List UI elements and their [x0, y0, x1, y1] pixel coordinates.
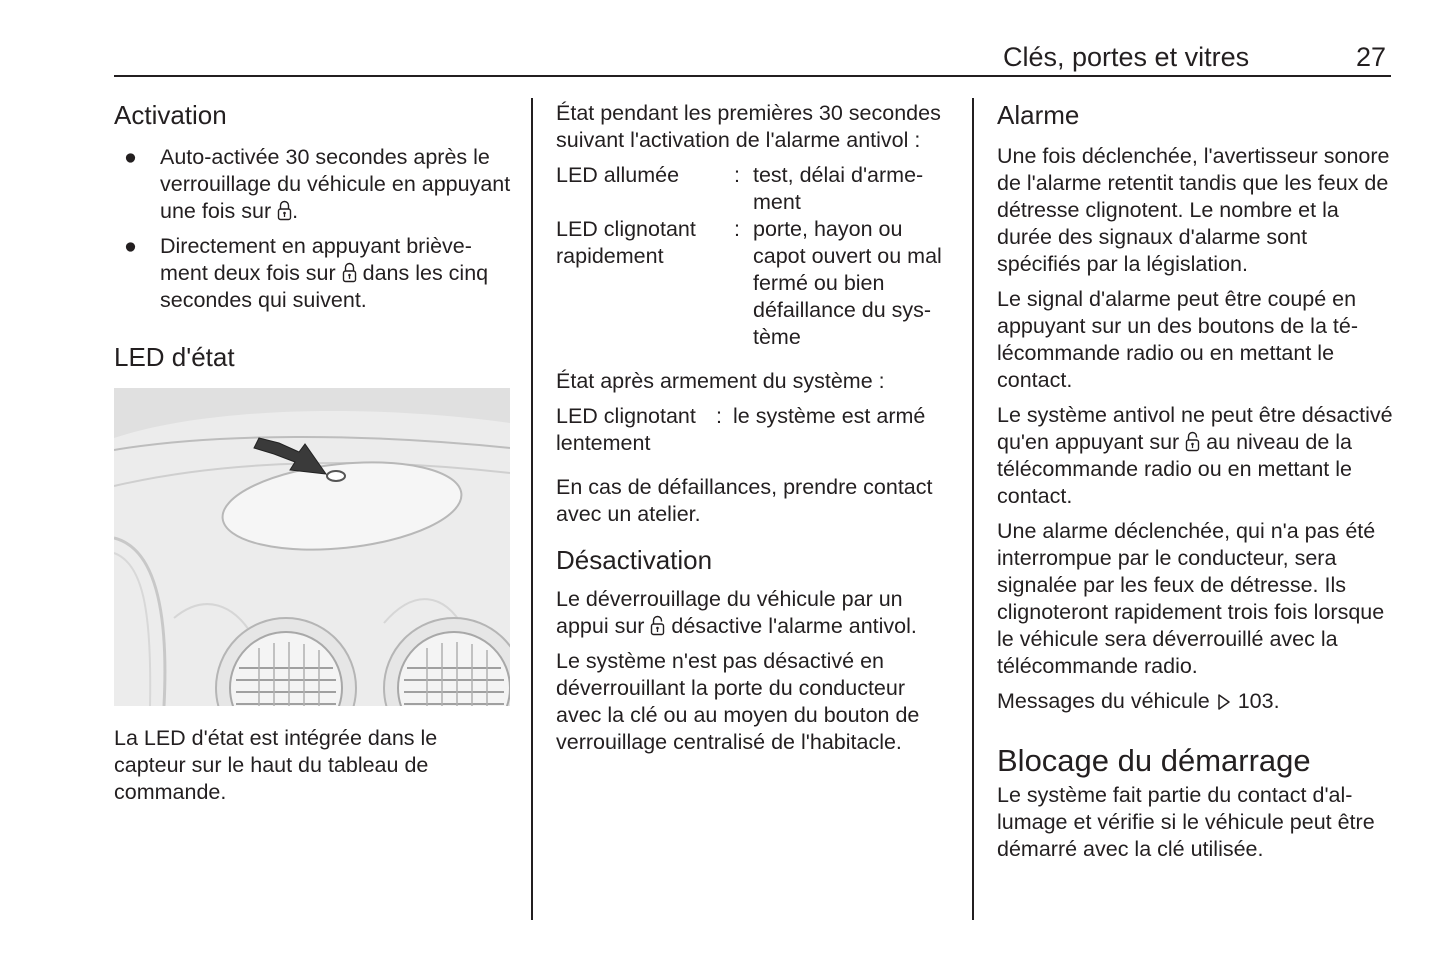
blocage-heading: Blocage du démarrage [997, 743, 1311, 778]
deactivation-heading: Désactivation [556, 545, 713, 575]
led-heading: LED d'état [114, 342, 235, 372]
column-divider-2 [972, 98, 974, 920]
deactivation-paragraph: Le déverrouillage du véhicule par un appui sur désactive l'alarme antivol. [556, 587, 917, 638]
page-number: 27 [1356, 42, 1387, 72]
blocage-paragraph: Le système fait partie du contact d'allumage et vérifie si le véhicule peut être démarré avec la clé utilisée. [997, 783, 1375, 861]
activation-heading: Activation [114, 100, 227, 130]
lock-icon [277, 200, 292, 221]
alarm-paragraph: Le système antivol ne peut être désactivé qu'en appuyant sur au niveau de la télécommande radio ou en mettant le contact. [997, 403, 1393, 508]
column-divider-1 [531, 98, 533, 920]
unlock-icon [1185, 431, 1200, 452]
led-caption: La LED d'état est intégrée dans le capteur sur le haut du tableau de commande. [114, 726, 438, 804]
header-divider [114, 75, 1391, 77]
alarm-paragraph: Une fois déclenchée, l'avertisseur sonore de l'alarme retentit tandis que les feux de détresse clignotent. Le nombre et la durée des signaux d'alarme sont spécifiés par la législation. [997, 144, 1390, 276]
bullet-item: ● Auto-activée 30 secondes après le verrouillage du véhicule en appuyant une fois sur . [124, 145, 511, 223]
state-intro: État pendant les premières 30 secondes suivant l'activation de l'alarme antivol : [556, 101, 941, 152]
table-row: LED clignotant rapidement : porte, hayon ou capot ouvert ou mal fermé ou bien défaillance du système [556, 217, 942, 349]
column-1 [114, 99, 512, 806]
after-arming-label: État après armement du système : [556, 369, 885, 393]
alarm-paragraph: Une alarme déclenchée, qui n'a pas été interrompue par le conducteur, sera signalée par les feux de détresse. Ils clignoteront rapidement trois fois lorsque le véhicule sera déverrouillé avec la télécommande radio. [997, 519, 1385, 678]
alarm-paragraph: Le signal d'alarme peut être coupé en appuyant sur un des boutons de la télécommande radio ou en mettant le contact. [997, 287, 1358, 392]
bullet-dot: ● [124, 234, 137, 258]
column-2 [556, 100, 952, 756]
vehicle-messages-reference: Messages du véhicule 103. [997, 689, 1280, 713]
alarm-heading: Alarme [997, 100, 1080, 130]
dashboard-illustration [114, 388, 510, 706]
lock-icon [342, 262, 357, 283]
deactivation-note: Le système n'est pas désactivé en déverrouillant la porte du conducteur avec la clé ou au moyen du bouton de verrouillage centralisé de l'habitacle. [556, 649, 920, 754]
column-3 [997, 99, 1393, 863]
bullet-item: ● Directement en appuyant brièvement deux fois sur dans les cinq secondes qui suivent. [124, 234, 489, 312]
header-title: Clés, portes et vitres [1003, 42, 1250, 72]
table-row: LED allumée : test, délai d'armement [556, 163, 924, 214]
bullet-dot: ● [124, 145, 137, 169]
page-reference-arrow-icon [1216, 693, 1232, 711]
unlock-icon [650, 615, 665, 636]
table-row: LED clignotant lentement : le système est armé [556, 404, 926, 455]
fault-text: En cas de défaillances, prendre contact avec un atelier. [556, 475, 933, 526]
